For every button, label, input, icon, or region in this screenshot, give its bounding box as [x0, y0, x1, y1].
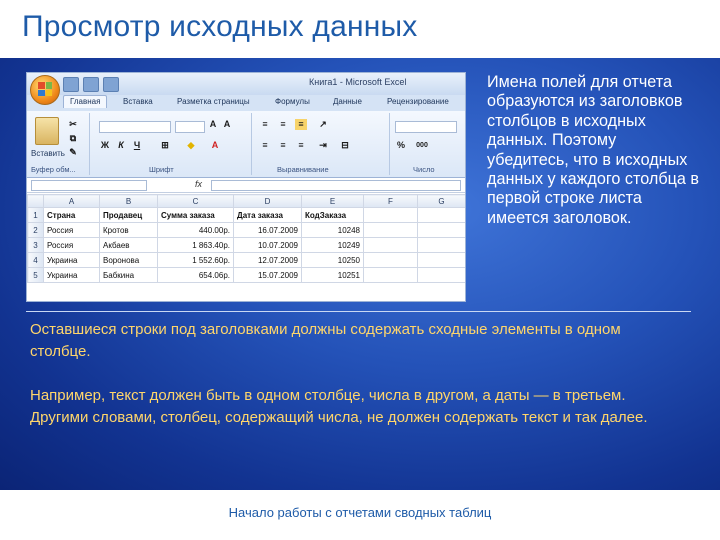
cell[interactable]: 12.07.2009 — [234, 253, 302, 268]
copy-icon[interactable]: ⧉ — [69, 133, 77, 143]
align-top-icon[interactable]: ≡ — [262, 119, 268, 129]
cell[interactable]: 440.00р. — [158, 223, 234, 238]
borders-icon[interactable]: ⊞ — [161, 140, 169, 150]
slide-title: Просмотр исходных данных — [22, 10, 418, 43]
tab-formulas[interactable]: Формулы — [275, 97, 310, 106]
table-row — [28, 208, 466, 223]
clipboard-group-label: Буфер обм... — [31, 165, 76, 174]
grow-font-icon[interactable]: A — [209, 119, 217, 129]
body-paragraph: Например, текст должен быть в одном столбце, числа в другом, а даты — в третьем. Другими словами, столбец, содержащий числа, не должен содержать текст и так далее. — [30, 387, 648, 426]
column-header[interactable]: F — [364, 195, 418, 208]
alignment-group — [251, 113, 390, 175]
row-header[interactable]: 2 — [28, 223, 44, 238]
tab-home[interactable]: Главная — [63, 95, 107, 108]
cell[interactable]: Продавец — [100, 208, 158, 223]
number-group-label: Число — [413, 165, 435, 174]
cell[interactable]: Сумма заказа — [158, 208, 234, 223]
tab-page-layout[interactable]: Разметка страницы — [177, 97, 250, 106]
cell[interactable]: 16.07.2009 — [234, 223, 302, 238]
fx-icon[interactable]: fx — [195, 179, 203, 189]
cell[interactable]: Россия — [44, 223, 100, 238]
excel-screenshot — [26, 72, 466, 302]
clipboard-group — [27, 113, 90, 175]
cut-icon[interactable]: ✂ — [69, 119, 77, 129]
cell[interactable]: Бабкина — [100, 268, 158, 283]
cell[interactable]: Украина — [44, 268, 100, 283]
italic-icon[interactable]: К — [118, 140, 124, 150]
align-center-icon[interactable]: ≡ — [280, 140, 286, 150]
font-group — [89, 113, 252, 175]
row-header[interactable]: 3 — [28, 238, 44, 253]
number-group — [389, 113, 465, 175]
align-bottom-icon[interactable]: ≡ — [295, 119, 307, 130]
cell[interactable] — [418, 223, 466, 238]
column-header[interactable]: B — [100, 195, 158, 208]
column-header[interactable]: G — [418, 195, 466, 208]
side-explanation-text: Имена полей для отчета образуются из заголовков столбцов в исходных данных. Поэтому убедитесь, что в исходных данных у каждого столбца в первой строке листа имеется заголовок. — [487, 73, 699, 227]
cell[interactable]: 15.07.2009 — [234, 268, 302, 283]
excel-titlebar — [27, 73, 465, 95]
table-row — [28, 238, 466, 253]
align-left-icon[interactable]: ≡ — [262, 140, 268, 150]
body-paragraph: Оставшиеся строки под заголовками должны содержать сходные элементы в одном столбце. — [30, 321, 621, 360]
cell[interactable]: Украина — [44, 253, 100, 268]
cell[interactable]: Воронова — [100, 253, 158, 268]
cell[interactable] — [418, 253, 466, 268]
paste-label: Вставить — [31, 149, 65, 158]
cell[interactable]: Дата заказа — [234, 208, 302, 223]
ribbon-tabs — [27, 95, 465, 112]
cell[interactable]: Страна — [44, 208, 100, 223]
column-header[interactable]: D — [234, 195, 302, 208]
select-all-corner[interactable] — [28, 195, 44, 208]
tab-data[interactable]: Данные — [333, 97, 362, 106]
column-header[interactable]: C — [158, 195, 234, 208]
cell[interactable]: 10249 — [302, 238, 364, 253]
cell[interactable]: Россия — [44, 238, 100, 253]
window-title: Книга1 - Microsoft Excel — [309, 77, 407, 87]
row-header[interactable]: 4 — [28, 253, 44, 268]
paste-icon[interactable] — [35, 117, 59, 145]
office-button[interactable] — [30, 75, 60, 105]
body-text — [30, 319, 670, 429]
cell[interactable] — [418, 268, 466, 283]
table-row — [28, 223, 466, 238]
font-name-box[interactable] — [99, 121, 171, 133]
cell[interactable]: 10250 — [302, 253, 364, 268]
column-header[interactable]: E — [302, 195, 364, 208]
undo-icon[interactable] — [83, 77, 99, 92]
cell[interactable] — [364, 268, 418, 283]
indent-icon[interactable]: ⇥ — [319, 140, 327, 150]
ribbon — [27, 111, 465, 178]
formula-input[interactable] — [211, 180, 461, 191]
worksheet-grid — [27, 194, 466, 283]
cell[interactable] — [418, 208, 466, 223]
column-header[interactable]: A — [44, 195, 100, 208]
shrink-font-icon[interactable]: A — [223, 119, 231, 129]
number-format-box[interactable] — [395, 121, 457, 133]
cell[interactable]: 10248 — [302, 223, 364, 238]
cell[interactable]: 10251 — [302, 268, 364, 283]
redo-icon[interactable] — [103, 77, 119, 92]
cell[interactable]: Акбаев — [100, 238, 158, 253]
cell[interactable]: Кротов — [100, 223, 158, 238]
font-color-icon[interactable]: A — [211, 140, 219, 150]
cell[interactable] — [364, 208, 418, 223]
row-header[interactable]: 1 — [28, 208, 44, 223]
format-painter-icon[interactable]: ✎ — [69, 147, 77, 157]
column-headers — [28, 195, 466, 208]
cell[interactable] — [364, 253, 418, 268]
font-size-box[interactable] — [175, 121, 205, 133]
cell[interactable]: 654.06р. — [158, 268, 234, 283]
merge-icon[interactable]: ⊟ — [341, 140, 349, 150]
divider-line — [26, 311, 691, 312]
cell[interactable] — [364, 238, 418, 253]
orientation-icon[interactable]: ↗ — [319, 119, 327, 129]
font-group-label: Шрифт — [149, 165, 174, 174]
slide-footer: Начало работы с отчетами сводных таблиц — [228, 505, 492, 520]
bold-icon[interactable]: Ж — [100, 140, 110, 150]
align-middle-icon[interactable]: ≡ — [280, 119, 286, 129]
row-header[interactable]: 5 — [28, 268, 44, 283]
percent-icon[interactable]: % — [396, 140, 405, 150]
alignment-group-label: Выравнивание — [277, 165, 329, 174]
cell[interactable]: КодЗаказа — [302, 208, 364, 223]
name-box[interactable] — [31, 180, 147, 191]
tab-review[interactable]: Рецензирование — [387, 97, 449, 106]
cell[interactable] — [418, 238, 466, 253]
formula-bar — [27, 178, 465, 193]
quick-access-toolbar — [63, 77, 119, 92]
underline-icon[interactable]: Ч — [133, 140, 141, 150]
cell[interactable]: 10.07.2009 — [234, 238, 302, 253]
align-right-icon[interactable]: ≡ — [298, 140, 304, 150]
cell[interactable]: 1 552.60р. — [158, 253, 234, 268]
fill-color-icon[interactable]: ◆ — [187, 140, 195, 150]
office-logo-icon — [38, 82, 52, 96]
tab-insert[interactable]: Вставка — [123, 97, 153, 106]
table-row — [28, 253, 466, 268]
save-icon[interactable] — [63, 77, 79, 92]
thousands-icon[interactable]: 000 — [416, 142, 428, 149]
cell[interactable]: 1 863.40р. — [158, 238, 234, 253]
cell[interactable] — [364, 223, 418, 238]
table-row — [28, 268, 466, 283]
